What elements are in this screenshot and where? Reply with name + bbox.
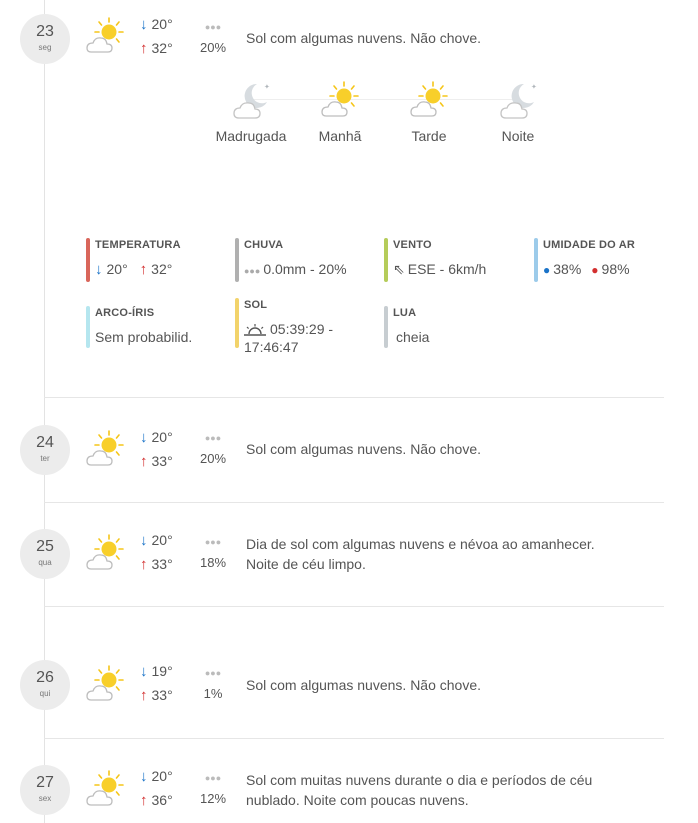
drop-icon: ●	[543, 263, 551, 277]
date-number: 25	[36, 538, 54, 555]
divider	[44, 502, 664, 503]
detail-lua: LUA cheia	[384, 306, 524, 346]
temperature-range	[140, 427, 188, 475]
max-temperature: ↑ 33°	[140, 453, 173, 470]
raindrops-icon: ●●●	[204, 537, 222, 547]
date-weekday: qua	[38, 558, 52, 567]
day-description: Sol com algumas nuvens. Não chove.	[246, 441, 482, 457]
sun-cloud-icon	[84, 429, 126, 469]
sun-cloud-icon	[409, 80, 449, 120]
min-temperature: ↓ 20°	[140, 16, 173, 33]
temperature-range	[140, 766, 188, 814]
arrow-up-icon: ↑	[140, 453, 148, 470]
date-badge	[20, 660, 70, 710]
sun-cloud-icon	[84, 769, 126, 809]
divider	[44, 738, 664, 739]
arrow-down-icon: ↓	[95, 261, 103, 278]
raindrops-icon: ●●●	[204, 668, 222, 678]
arrow-up-icon: ↑	[140, 792, 148, 809]
moon-cloud-icon	[498, 80, 538, 120]
detail-umidade: UMIDADE DO AR ● 38% ● 98%	[534, 238, 684, 279]
moon-cloud-icon	[231, 80, 271, 120]
raindrops-icon: ●●●	[244, 266, 261, 276]
min-temperature: ↓ 19°	[140, 663, 173, 680]
rain-probability: ●●● 20%	[196, 429, 230, 467]
period-madrugada[interactable]: Madrugada	[206, 80, 296, 144]
detail-sol: SOL 05:39:29 - 17:46:47	[235, 298, 365, 356]
date-badge	[20, 14, 70, 64]
date-badge	[20, 765, 70, 815]
temperature-range	[140, 661, 188, 709]
date-number: 27	[36, 774, 54, 791]
raindrops-icon: ●●●	[204, 433, 222, 443]
max-temperature: ↑ 32°	[140, 40, 173, 57]
date-badge	[20, 529, 70, 579]
max-temperature: ↑ 33°	[140, 556, 173, 573]
rain-probability: ●●● 12%	[196, 769, 230, 807]
min-temperature: ↓ 20°	[140, 429, 173, 446]
period-manha[interactable]: Manhã	[295, 80, 385, 144]
arrow-up-icon: ↑	[140, 556, 148, 573]
min-temperature: ↓ 20°	[140, 768, 173, 785]
date-weekday: seg	[38, 43, 52, 52]
color-bar	[384, 306, 388, 348]
date-badge	[20, 425, 70, 475]
date-weekday: sex	[38, 794, 52, 803]
date-number: 23	[36, 23, 54, 40]
day-description: Sol com algumas nuvens. Não chove.	[246, 677, 482, 693]
date-number: 26	[36, 669, 54, 686]
period-tarde[interactable]: Tarde	[384, 80, 474, 144]
detail-arco-iris: ARCO-ÍRIS Sem probabilid.	[86, 306, 226, 346]
date-weekday: qui	[39, 689, 51, 698]
sun-cloud-icon	[320, 80, 360, 120]
drop-icon: ●	[591, 263, 599, 277]
arrow-down-icon: ↓	[140, 663, 148, 680]
color-bar	[86, 238, 90, 282]
max-temperature: ↑ 33°	[140, 687, 173, 704]
detail-temperatura: TEMPERATURA ↓ 20° ↑ 32°	[86, 238, 226, 279]
arrow-down-icon: ↓	[140, 16, 148, 33]
date-weekday: ter	[40, 454, 50, 463]
arrow-down-icon: ↓	[140, 532, 148, 549]
rain-probability: ●●● 20%	[196, 18, 230, 56]
rain-probability: ●●● 1%	[196, 664, 230, 702]
color-bar	[384, 238, 388, 282]
color-bar	[235, 298, 239, 348]
sun-cloud-icon	[84, 16, 126, 56]
temperature-range	[140, 530, 188, 578]
color-bar	[86, 306, 90, 348]
arrow-up-icon: ↑	[140, 40, 148, 57]
divider	[44, 606, 664, 607]
temperature-range	[140, 14, 188, 62]
raindrops-icon: ●●●	[204, 22, 222, 32]
color-bar	[534, 238, 538, 282]
color-bar	[235, 238, 239, 282]
min-temperature: ↓ 20°	[140, 532, 173, 549]
day-description: Dia de sol com algumas nuvens e névoa ao amanhecer. Noite de céu limpo.	[246, 536, 595, 572]
rain-probability: ●●● 18%	[196, 533, 230, 571]
wind-direction-icon: ⇖	[393, 261, 405, 277]
sunrise-icon	[244, 324, 266, 336]
period-noite[interactable]: Noite	[473, 80, 563, 144]
arrow-down-icon: ↓	[140, 768, 148, 785]
arrow-down-icon: ↓	[140, 429, 148, 446]
day-description: Sol com muitas nuvens durante o dia e períodos de céu nublado. Noite com poucas nuvens.	[246, 772, 593, 808]
raindrops-icon: ●●●	[204, 773, 222, 783]
divider	[44, 397, 664, 398]
sun-cloud-icon	[84, 533, 126, 573]
max-temperature: ↑ 36°	[140, 792, 173, 809]
date-number: 24	[36, 434, 54, 451]
detail-chuva: CHUVA ●●● 0.0mm - 20%	[235, 238, 375, 280]
day-description: Sol com algumas nuvens. Não chove.	[246, 30, 482, 46]
detail-vento: VENTO ⇖ ESE - 6km/h	[384, 238, 524, 278]
arrow-up-icon: ↑	[140, 687, 148, 704]
arrow-up-icon: ↑	[139, 261, 148, 278]
sun-cloud-icon	[84, 664, 126, 704]
